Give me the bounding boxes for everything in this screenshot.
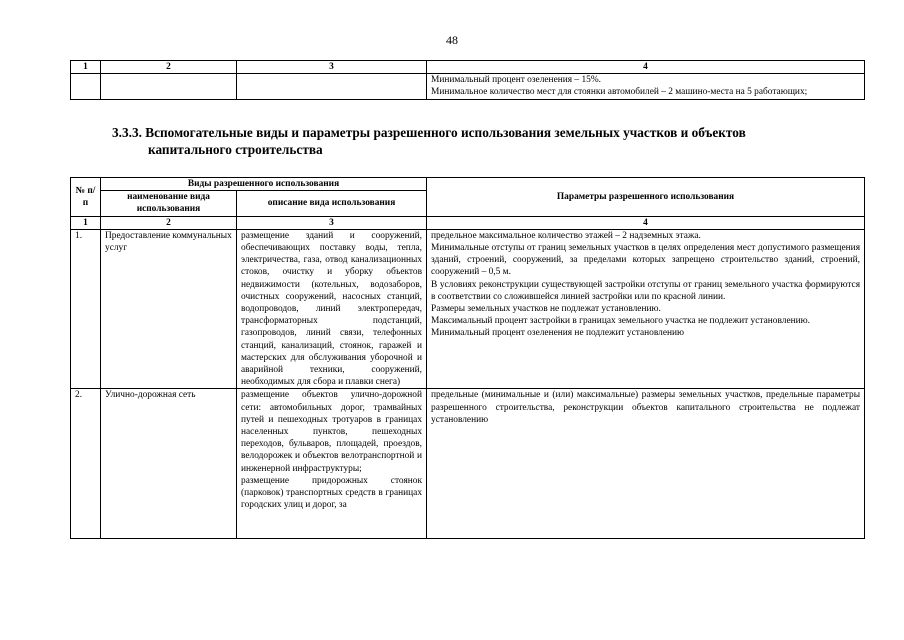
col-number-1: 1 [71,61,101,74]
table-cell [101,74,237,99]
col-number-2: 2 [101,61,237,74]
param-line: предельное максимальное количество этажей – 2 надземных этажа. [431,230,701,241]
use-name: Предоставление коммунальных услуг [101,229,237,389]
table-cell [237,74,427,99]
table-row [71,229,865,389]
description-line: размещение придорожных стоянок (парковок) транспортных средств в границах городских улиц и дорог, за [241,475,423,511]
col-number-3: 3 [237,61,427,74]
col-number-4: 4 [427,216,865,229]
header-params: Параметры разрешенного использования [427,178,865,217]
permitted-use-table [70,177,865,539]
section-heading [112,124,860,158]
header-number: № п/п [71,178,101,217]
row-number: 2. [71,389,101,539]
table-row [71,74,865,99]
param-line: Размеры земельных участков не подлежат установлению. [431,304,661,315]
col-number-4: 4 [427,61,865,74]
header-description: описание вида использования [237,191,427,216]
use-description: размещение зданий и сооружений, обеспечивающих поставку воды, тепла, электричества, газа, отвод канализационных стоков, очистку и уборку объектов недвижимости (котельных, водозаборов, очистных сооружений, насосных станций, водопроводов, линий электропередач, трансформаторных подстанций, газопроводов, линий связи, телефонных станций, канализаций, стоянок, гаражей и мастерских для обслуживания уборочной и аварийной техники, сооружений, необходимых для сбора и плавки снега) [237,229,427,389]
params-cell [427,74,865,99]
description-line: размещение объектов улично-дорожной сети: автомобильных дорог, трамвайных путей и пешеходных тротуаров в границах населенных пунктов, пешеходных переходов, бульваров, площадей, проездов, велодорожек и объектов велотранспортной и инженерной инфраструктуры; [241,390,423,474]
param-line: Минимальный процент озеленения не подлежит установлению [431,328,685,339]
param-line: предельные (минимальные и (или) максимальные) размеры земельных участков, предельные параметры разрешенного строительства, реконструкции объектов капитального строительства не подлежат установлению [431,390,861,425]
param-line: Минимальные отступы от границ земельных участков в целях определения мест допустимого размещения зданий, строений, сооружений, за пределами которых запрещено строительство зданий, строений, сооружений – 0,5 м. [431,243,861,278]
header-row [71,178,865,191]
col-number-1: 1 [71,216,101,229]
param-line: В условиях реконструкции существующей застройки отступы от границ земельного участка формируются в соответствии со сложившейся линией застройки или по красной линии. [431,279,861,302]
continued-table [70,60,865,100]
param-line: Минимальное количество мест для стоянки автомобилей – 2 машино-места на 5 работающих; [431,87,808,98]
header-name: наименование вида использования [101,191,237,216]
use-params [427,389,865,539]
table-cell [71,74,101,99]
column-number-row [71,216,865,229]
use-params [427,229,865,389]
column-number-row [71,61,865,74]
section-title-line2: капитального строительства [148,142,323,157]
page-number: 48 [446,33,458,47]
row-number: 1. [71,229,101,389]
use-description [237,389,427,539]
use-name: Улично-дорожная сеть [101,389,237,539]
section-title-line1: 3.3.3. Вспомогательные виды и параметры разрешенного использования земельных участков и объектов [112,125,746,140]
col-number-2: 2 [101,216,237,229]
col-number-3: 3 [237,216,427,229]
table-row [71,389,865,539]
param-line: Максимальный процент застройки в границах земельного участка не подлежит установлению. [431,316,810,327]
param-line: Минимальный процент озеленения – 15%. [431,75,601,86]
header-views-group: Виды разрешенного использования [101,178,427,191]
